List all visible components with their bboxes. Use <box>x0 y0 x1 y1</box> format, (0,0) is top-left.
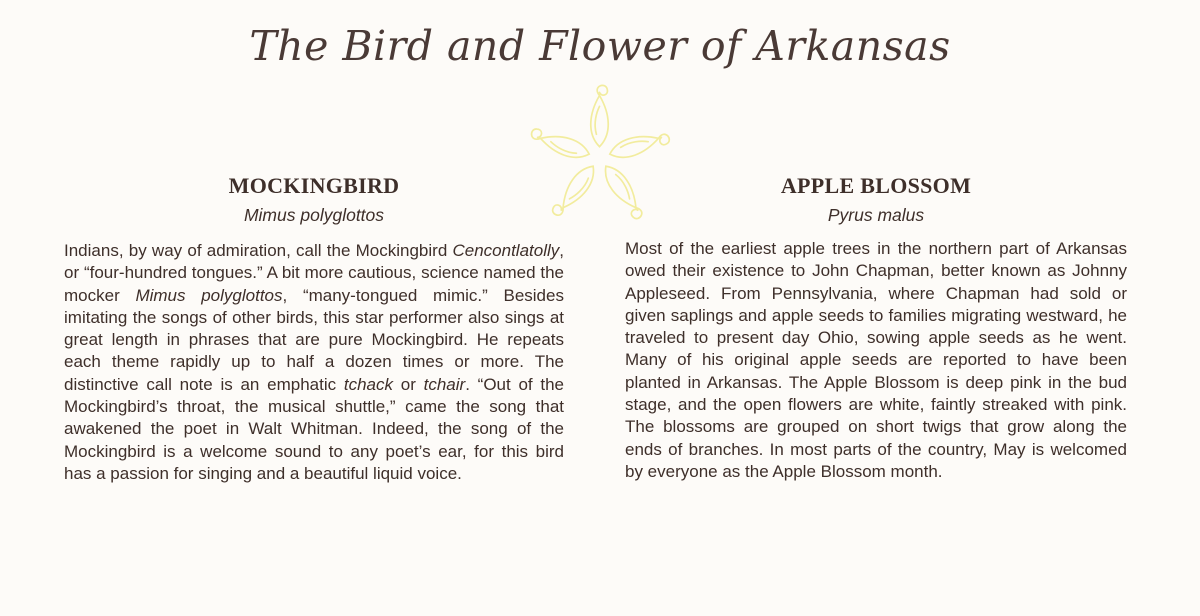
bird-description: Indians, by way of admiration, call the Mockingbird Cencontlatolly, or “four-hundred tongues.” A bit more cautious, science named the mocker Mimus polyglottos, “many-tongued mimic.” Besides imitating the songs of other birds, this star performer also sings at great length in phrases that are pure Mockingbird. He repeats each theme rapidly up to half a dozen times or more. The distinctive call note is an emphatic tchack or tchair. “Out of the Mockingbird’s throat, the musical shuttle,” came the song that awakened the poet in Walt Whitman. Indeed, the song of the Mockingbird is a welcome sound to any poet’s ear, for this bird has a passion for singing and a beautiful liquid voice. <box>64 241 565 483</box>
bird-section <box>64 172 564 485</box>
flower-description: Most of the earliest apple trees in the northern part of Arkansas owed their existence to John Chapman, better known as Johnny Appleseed. From Pennsylvania, where Chapman had sold or given saplings and apple seeds to families migrating westward, he traveled to present day Ohio, sowing apple seeds as he went. Many of his original apple seeds are reported to have been planted in Arkansas. The Apple Blossom is deep pink in the bud stage, and the open flowers are white, faintly streaked with pink. The blossoms are grouped on short twigs that grow along the ends of branches. In most parts of the country, May is welcomed by everyone as the Apple Blossom month. <box>625 239 1127 481</box>
bird-scientific-name: Mimus polyglottos <box>243 205 385 225</box>
bird-heading: MOCKINGBIRD <box>228 173 400 198</box>
flower-section <box>625 172 1127 483</box>
flower-heading: APPLE BLOSSOM <box>780 173 972 198</box>
page-title: The Bird and Flower of Arkansas <box>249 22 951 70</box>
flower-scientific-name: Pyrus malus <box>827 205 925 225</box>
